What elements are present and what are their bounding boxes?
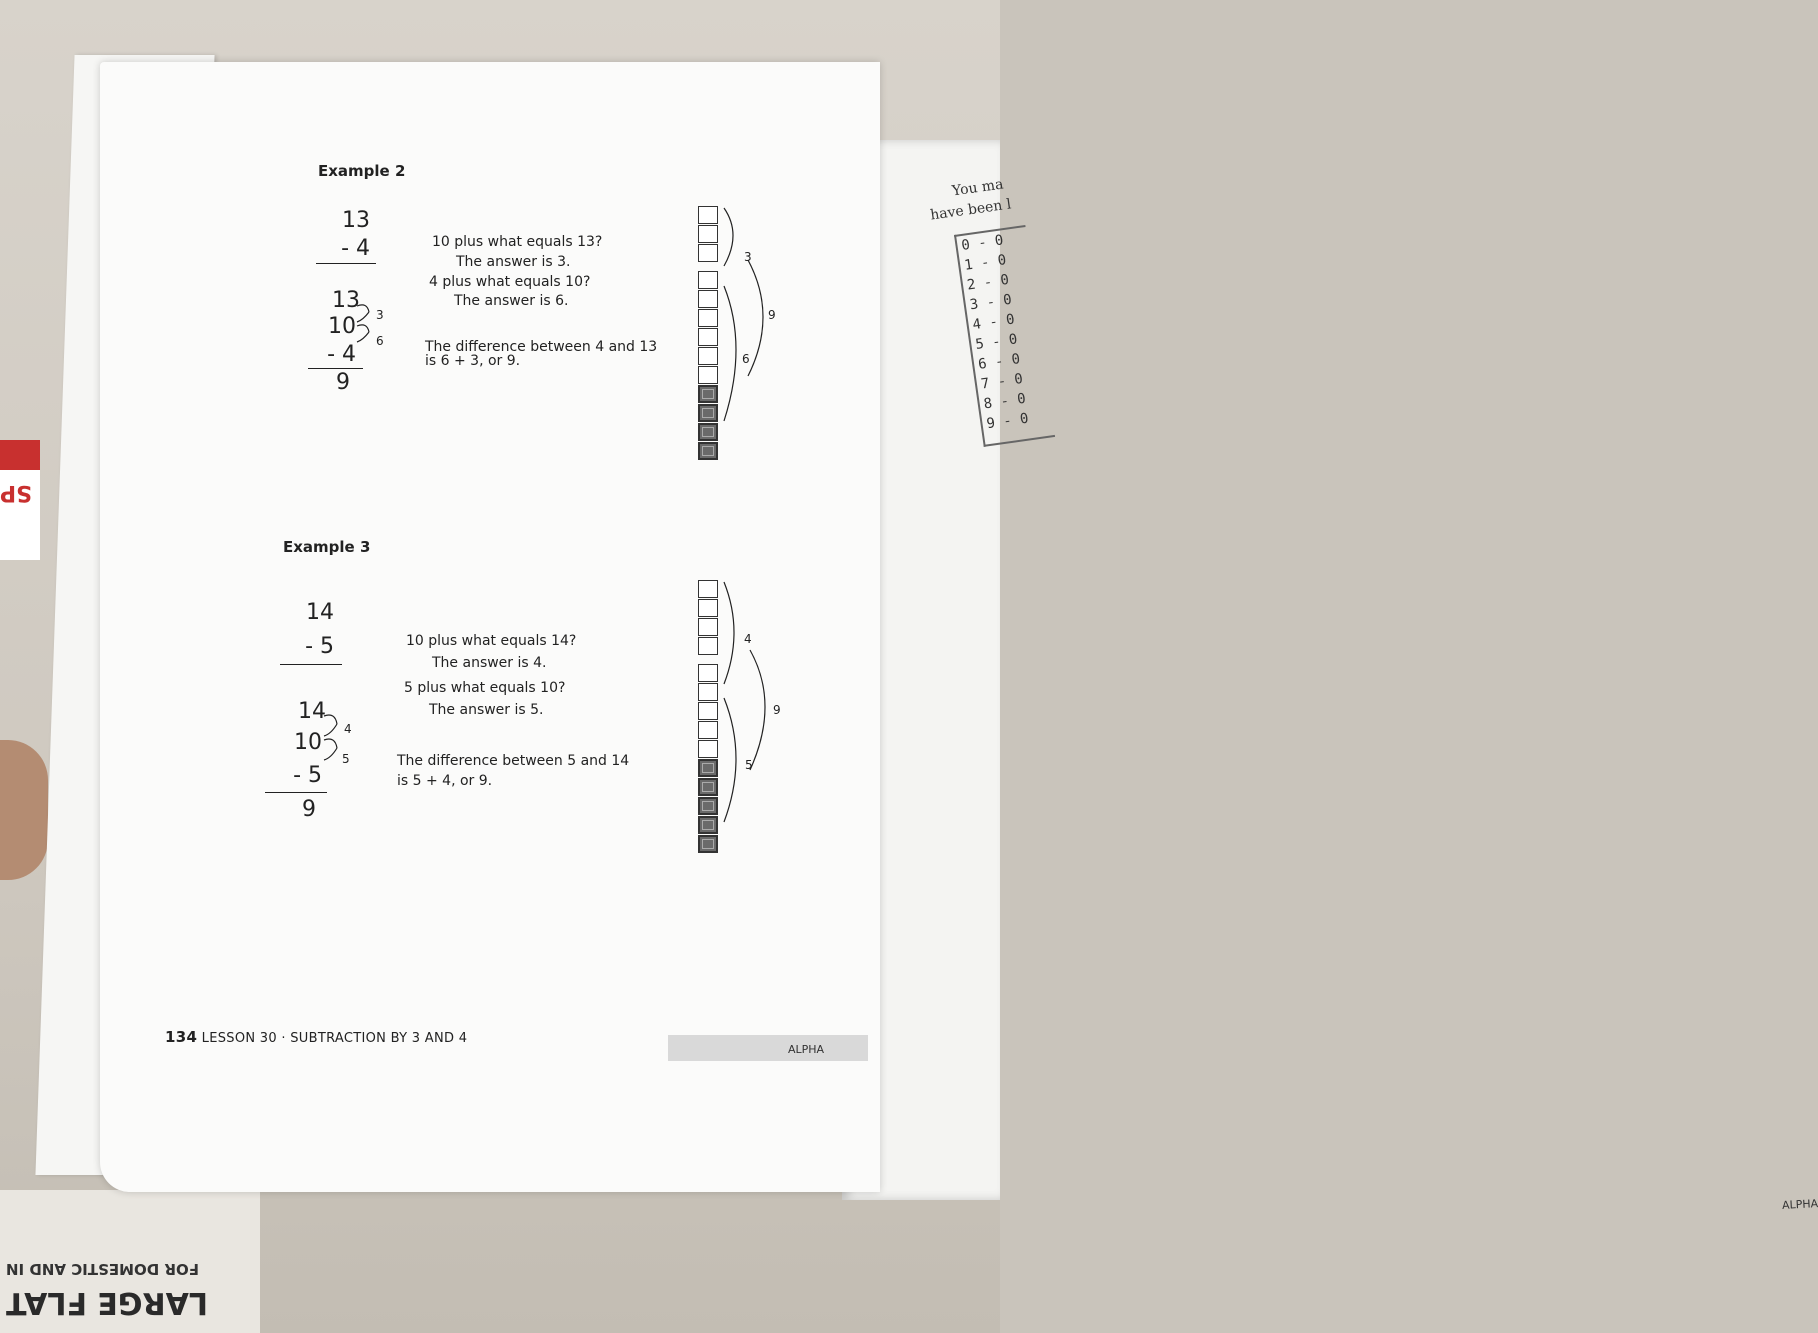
example3-rule (280, 664, 342, 665)
example2-text-4: The answer is 6. (454, 293, 569, 309)
unit-block (698, 206, 718, 224)
example2-minuend: 13 (342, 208, 370, 233)
example2-rule (316, 263, 376, 264)
facing-text-line1: You ma (951, 176, 1005, 200)
footer-band-label: ALPHA (788, 1043, 825, 1056)
unit-block (698, 271, 718, 289)
fact-item: 0 - 0 (960, 232, 1005, 254)
unit-block (698, 366, 718, 384)
unit-block (698, 599, 718, 617)
shaded-block (698, 835, 718, 853)
example3-tower-label-b: 5 (745, 758, 753, 772)
example3-tower-label-total: 9 (773, 703, 781, 717)
shipping-box (0, 1190, 260, 1333)
unit-block (698, 580, 718, 598)
example3-text-2: The answer is 4. (432, 655, 547, 671)
unit-block (698, 740, 718, 758)
fact-item: 7 - 0 (979, 370, 1024, 393)
unit-block (698, 328, 718, 346)
unit-block (698, 721, 718, 739)
example3-decomp-rule (265, 792, 327, 793)
example2-decomp-br2: 6 (376, 334, 384, 348)
fact-item: 1 - 0 (963, 252, 1008, 274)
example3-tower-label-a: 4 (744, 632, 752, 646)
box-text-small: FOR DOMESTIC AND IN (6, 1260, 199, 1278)
example2-tower-label-a: 3 (744, 250, 752, 264)
unit-block (698, 664, 718, 682)
example2-text-1: 10 plus what equals 13? (432, 234, 603, 250)
fact-item: 9 - 0 (985, 410, 1030, 433)
example2-decomp-ten: 10 (328, 314, 356, 339)
example2-heading: Example 2 (318, 162, 406, 180)
example3-result: 9 (302, 797, 316, 822)
unit-block (698, 244, 718, 262)
example3-heading: Example 3 (283, 538, 371, 556)
facing-text-line2: have been l (929, 196, 1013, 224)
unit-block (698, 618, 718, 636)
example3-text-3: 5 plus what equals 10? (404, 680, 566, 696)
red-tag (0, 440, 40, 560)
example3-text-1: 10 plus what equals 14? (406, 633, 577, 649)
shaded-block (698, 797, 718, 815)
fact-item: 6 - 0 (977, 351, 1022, 373)
example3-tower-brackets (720, 580, 780, 850)
example2-decomp-br1: 3 (376, 308, 384, 322)
example3-text-5: The difference between 5 and 14 (397, 753, 630, 769)
unit-block (698, 309, 718, 327)
unit-block (698, 702, 718, 720)
example3-minuend: 14 (306, 600, 334, 625)
example2-decomp-rule (308, 368, 363, 369)
facing-alpha-label: ALPHA (1781, 1197, 1818, 1212)
unit-block (698, 290, 718, 308)
page-footer (165, 1028, 467, 1046)
example3-decomp-br2: 5 (342, 752, 350, 766)
example2-tower-label-b: 6 (742, 352, 750, 366)
example3-decomp-ten: 10 (294, 730, 322, 755)
thumb (0, 740, 48, 880)
fact-item: 2 - 0 (966, 271, 1011, 294)
example2-subtrahend: - 4 (341, 236, 370, 261)
shaded-block (698, 442, 718, 460)
fact-item: 5 - 0 (974, 331, 1019, 353)
shaded-block (698, 423, 718, 441)
example2-text-3: 4 plus what equals 10? (429, 274, 591, 290)
example3-text-6: is 5 + 4, or 9. (397, 773, 493, 789)
example2-result: 9 (336, 370, 350, 395)
shaded-block (698, 404, 718, 422)
example3-decomp-br1: 4 (344, 722, 352, 736)
unit-block (698, 347, 718, 365)
lesson-title: LESSON 30 · SUBTRACTION BY 3 AND 4 (201, 1031, 468, 1046)
example2-text-2: The answer is 3. (456, 254, 571, 270)
fact-item: 8 - 0 (982, 390, 1027, 413)
example3-text-4: The answer is 5. (429, 702, 544, 718)
shaded-block (698, 816, 718, 834)
example3-decomp-sub: - 5 (293, 763, 322, 788)
footer-band (668, 1035, 868, 1061)
shaded-block (698, 385, 718, 403)
unit-block (698, 225, 718, 243)
example2-text-5: The difference between 4 and 13 (425, 339, 658, 355)
fact-item: 4 - 0 (971, 311, 1016, 334)
shaded-block (698, 778, 718, 796)
example3-subtrahend: - 5 (305, 634, 334, 659)
unit-block (698, 683, 718, 701)
example2-decomp-top: 13 (332, 288, 360, 313)
tag-word: SP (0, 480, 32, 505)
example2-text-6: is 6 + 3, or 9. (425, 353, 521, 369)
box-text-large: LARGE FLAT (6, 1285, 208, 1320)
example3-decomp-top: 14 (298, 699, 326, 724)
red-stripe (0, 440, 40, 470)
page-number: 134 (165, 1028, 198, 1046)
example2-decomp-sub: - 4 (327, 342, 356, 367)
example2-tower-label-total: 9 (768, 308, 776, 322)
shaded-block (698, 759, 718, 777)
facts-list (954, 225, 1055, 447)
unit-block (698, 637, 718, 655)
fact-item: 3 - 0 (968, 291, 1013, 314)
